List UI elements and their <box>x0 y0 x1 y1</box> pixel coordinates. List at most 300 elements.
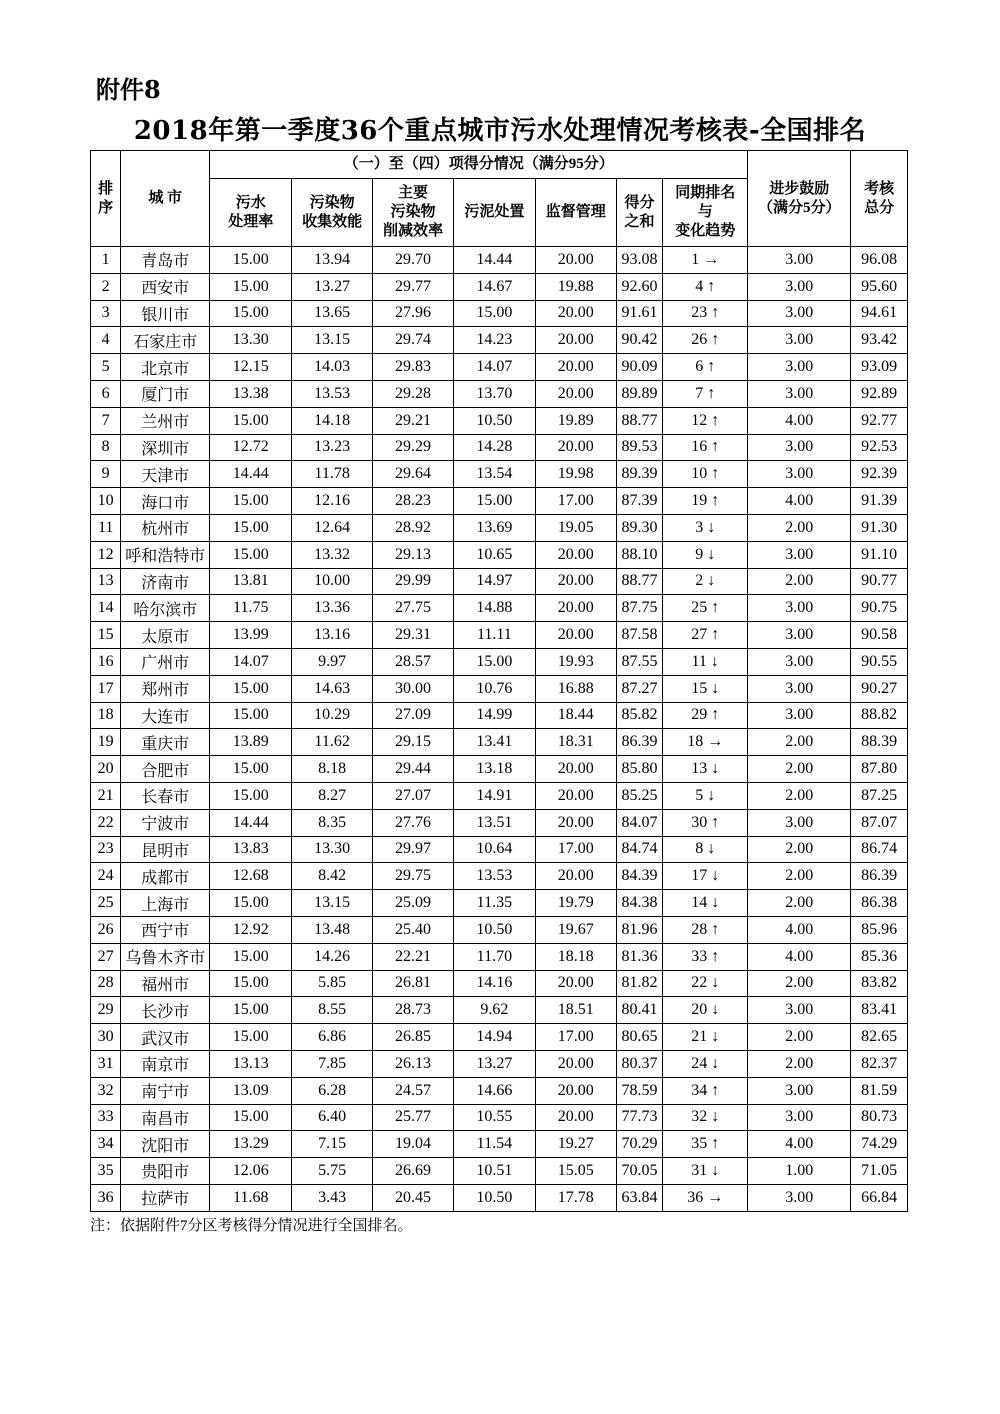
cell-rank: 16 <box>91 648 121 675</box>
cell-pollutant-collection: 8.35 <box>292 809 373 836</box>
table-row <box>91 1024 908 1051</box>
cell-prev-rank-trend: 31 ↓ <box>663 1158 748 1185</box>
cell-sludge: 13.27 <box>453 1050 535 1077</box>
cell-supervision: 20.00 <box>535 809 616 836</box>
cell-supervision: 20.00 <box>535 568 616 595</box>
table-row <box>91 595 908 622</box>
cell-progress-bonus: 2.00 <box>748 568 851 595</box>
cell-total-score: 90.77 <box>851 568 908 595</box>
cell-rank: 7 <box>91 407 121 434</box>
cell-sludge: 13.18 <box>453 756 535 783</box>
cell-progress-bonus: 4.00 <box>748 488 851 515</box>
cell-city: 长沙市 <box>121 997 210 1024</box>
table-row <box>91 702 908 729</box>
cell-total-score: 95.60 <box>851 273 908 300</box>
header-pollutant-collection: 污染物 收集效能 <box>292 179 373 247</box>
table-row <box>91 970 908 997</box>
cell-rank: 22 <box>91 809 121 836</box>
cell-rank: 9 <box>91 461 121 488</box>
cell-sludge: 11.70 <box>453 943 535 970</box>
attachment-label: 附件8 <box>96 75 161 104</box>
cell-rank: 11 <box>91 514 121 541</box>
cell-supervision: 20.00 <box>535 595 616 622</box>
cell-sewage-rate: 15.00 <box>210 890 292 917</box>
header-total-score: 考核 总分 <box>851 151 908 247</box>
cell-city: 天津市 <box>121 461 210 488</box>
cell-sewage-rate: 14.44 <box>210 809 292 836</box>
header-score-sum: 得分 之和 <box>616 179 663 247</box>
cell-progress-bonus: 3.00 <box>748 300 851 327</box>
cell-prev-rank-trend: 12 ↑ <box>663 407 748 434</box>
cell-sewage-rate: 15.00 <box>210 943 292 970</box>
cell-progress-bonus: 3.00 <box>748 997 851 1024</box>
cell-sewage-rate: 13.29 <box>210 1131 292 1158</box>
cell-rank: 3 <box>91 300 121 327</box>
cell-sludge: 13.41 <box>453 729 535 756</box>
cell-supervision: 15.05 <box>535 1158 616 1185</box>
cell-main-reduction: 29.15 <box>373 729 454 756</box>
cell-progress-bonus: 3.00 <box>748 809 851 836</box>
cell-pollutant-collection: 13.53 <box>292 380 373 407</box>
cell-progress-bonus: 3.00 <box>748 1077 851 1104</box>
header-city: 城 市 <box>121 151 210 247</box>
table-row <box>91 782 908 809</box>
cell-city: 西安市 <box>121 273 210 300</box>
cell-sewage-rate: 13.89 <box>210 729 292 756</box>
cell-main-reduction: 30.00 <box>373 675 454 702</box>
table-row <box>91 354 908 381</box>
cell-total-score: 85.96 <box>851 916 908 943</box>
cell-sludge: 15.00 <box>453 648 535 675</box>
cell-prev-rank-trend: 10 ↑ <box>663 461 748 488</box>
cell-score-sum: 85.25 <box>616 782 663 809</box>
cell-pollutant-collection: 14.03 <box>292 354 373 381</box>
cell-city: 石家庄市 <box>121 327 210 354</box>
cell-score-sum: 87.55 <box>616 648 663 675</box>
cell-total-score: 88.82 <box>851 702 908 729</box>
cell-pollutant-collection: 12.64 <box>292 514 373 541</box>
cell-city: 武汉市 <box>121 1024 210 1051</box>
cell-city: 南京市 <box>121 1050 210 1077</box>
cell-score-sum: 92.60 <box>616 273 663 300</box>
cell-progress-bonus: 4.00 <box>748 1131 851 1158</box>
cell-sewage-rate: 13.99 <box>210 622 292 649</box>
cell-supervision: 20.00 <box>535 622 616 649</box>
table-header <box>91 151 908 247</box>
cell-total-score: 90.55 <box>851 648 908 675</box>
cell-pollutant-collection: 12.16 <box>292 488 373 515</box>
cell-main-reduction: 27.96 <box>373 300 454 327</box>
cell-supervision: 19.93 <box>535 648 616 675</box>
cell-main-reduction: 29.29 <box>373 434 454 461</box>
table-row <box>91 461 908 488</box>
cell-sludge: 14.23 <box>453 327 535 354</box>
cell-sludge: 10.50 <box>453 407 535 434</box>
cell-prev-rank-trend: 20 ↓ <box>663 997 748 1024</box>
cell-supervision: 19.27 <box>535 1131 616 1158</box>
table-row <box>91 863 908 890</box>
cell-city: 深圳市 <box>121 434 210 461</box>
cell-sewage-rate: 13.38 <box>210 380 292 407</box>
cell-score-sum: 81.36 <box>616 943 663 970</box>
cell-total-score: 92.39 <box>851 461 908 488</box>
cell-progress-bonus: 4.00 <box>748 916 851 943</box>
cell-supervision: 20.00 <box>535 354 616 381</box>
cell-score-sum: 87.39 <box>616 488 663 515</box>
cell-main-reduction: 27.75 <box>373 595 454 622</box>
cell-city: 昆明市 <box>121 836 210 863</box>
cell-score-sum: 78.59 <box>616 1077 663 1104</box>
cell-city: 长春市 <box>121 782 210 809</box>
cell-sludge: 13.54 <box>453 461 535 488</box>
cell-prev-rank-trend: 9 ↓ <box>663 541 748 568</box>
cell-pollutant-collection: 13.15 <box>292 890 373 917</box>
cell-main-reduction: 29.75 <box>373 863 454 890</box>
cell-pollutant-collection: 13.16 <box>292 622 373 649</box>
cell-rank: 19 <box>91 729 121 756</box>
table-row <box>91 488 908 515</box>
cell-rank: 14 <box>91 595 121 622</box>
cell-score-sum: 70.05 <box>616 1158 663 1185</box>
cell-main-reduction: 29.31 <box>373 622 454 649</box>
cell-main-reduction: 25.40 <box>373 916 454 943</box>
cell-city: 呼和浩特市 <box>121 541 210 568</box>
cell-total-score: 91.30 <box>851 514 908 541</box>
cell-main-reduction: 26.69 <box>373 1158 454 1185</box>
cell-city: 广州市 <box>121 648 210 675</box>
cell-supervision: 20.00 <box>535 541 616 568</box>
cell-sewage-rate: 12.06 <box>210 1158 292 1185</box>
cell-sewage-rate: 15.00 <box>210 997 292 1024</box>
header-prev-rank-trend: 同期排名 与 变化趋势 <box>663 179 748 247</box>
cell-main-reduction: 29.28 <box>373 380 454 407</box>
cell-sludge: 14.44 <box>453 247 535 274</box>
cell-progress-bonus: 2.00 <box>748 756 851 783</box>
cell-progress-bonus: 3.00 <box>748 622 851 649</box>
cell-main-reduction: 29.99 <box>373 568 454 595</box>
cell-prev-rank-trend: 19 ↑ <box>663 488 748 515</box>
cell-sewage-rate: 13.30 <box>210 327 292 354</box>
cell-prev-rank-trend: 1 → <box>663 247 748 274</box>
cell-total-score: 88.39 <box>851 729 908 756</box>
cell-score-sum: 63.84 <box>616 1184 663 1211</box>
header-rank: 排 序 <box>91 151 121 247</box>
cell-main-reduction: 26.85 <box>373 1024 454 1051</box>
cell-supervision: 20.00 <box>535 1104 616 1131</box>
cell-score-sum: 80.37 <box>616 1050 663 1077</box>
cell-prev-rank-trend: 8 ↓ <box>663 836 748 863</box>
cell-sewage-rate: 15.00 <box>210 675 292 702</box>
cell-sewage-rate: 15.00 <box>210 514 292 541</box>
cell-main-reduction: 28.23 <box>373 488 454 515</box>
cell-sludge: 10.51 <box>453 1158 535 1185</box>
cell-prev-rank-trend: 16 ↑ <box>663 434 748 461</box>
cell-supervision: 18.18 <box>535 943 616 970</box>
cell-city: 哈尔滨市 <box>121 595 210 622</box>
cell-score-sum: 84.39 <box>616 863 663 890</box>
header-sludge: 污泥处置 <box>453 179 535 247</box>
cell-progress-bonus: 2.00 <box>748 836 851 863</box>
table-row <box>91 809 908 836</box>
cell-supervision: 18.31 <box>535 729 616 756</box>
cell-supervision: 19.88 <box>535 273 616 300</box>
cell-main-reduction: 27.07 <box>373 782 454 809</box>
table-row <box>91 1158 908 1185</box>
cell-score-sum: 88.77 <box>616 568 663 595</box>
cell-city: 乌鲁木齐市 <box>121 943 210 970</box>
cell-city: 南宁市 <box>121 1077 210 1104</box>
cell-city: 济南市 <box>121 568 210 595</box>
cell-rank: 33 <box>91 1104 121 1131</box>
cell-sludge: 10.50 <box>453 1184 535 1211</box>
cell-supervision: 20.00 <box>535 300 616 327</box>
cell-total-score: 93.09 <box>851 354 908 381</box>
cell-pollutant-collection: 13.15 <box>292 327 373 354</box>
table-row <box>91 514 908 541</box>
cell-pollutant-collection: 7.85 <box>292 1050 373 1077</box>
cell-progress-bonus: 2.00 <box>748 514 851 541</box>
cell-progress-bonus: 2.00 <box>748 729 851 756</box>
cell-prev-rank-trend: 18 → <box>663 729 748 756</box>
cell-progress-bonus: 3.00 <box>748 1104 851 1131</box>
cell-score-sum: 88.10 <box>616 541 663 568</box>
table-row <box>91 1050 908 1077</box>
cell-sludge: 14.16 <box>453 970 535 997</box>
table-row <box>91 300 908 327</box>
cell-pollutant-collection: 13.65 <box>292 300 373 327</box>
cell-sewage-rate: 11.68 <box>210 1184 292 1211</box>
cell-pollutant-collection: 8.55 <box>292 997 373 1024</box>
table-row <box>91 1184 908 1211</box>
cell-sewage-rate: 15.00 <box>210 541 292 568</box>
cell-pollutant-collection: 14.18 <box>292 407 373 434</box>
table-row <box>91 675 908 702</box>
cell-city: 贵阳市 <box>121 1158 210 1185</box>
cell-main-reduction: 26.13 <box>373 1050 454 1077</box>
cell-sludge: 11.11 <box>453 622 535 649</box>
cell-rank: 27 <box>91 943 121 970</box>
cell-city: 杭州市 <box>121 514 210 541</box>
cell-rank: 24 <box>91 863 121 890</box>
cell-supervision: 17.78 <box>535 1184 616 1211</box>
cell-prev-rank-trend: 36 → <box>663 1184 748 1211</box>
cell-city: 海口市 <box>121 488 210 515</box>
table-row <box>91 380 908 407</box>
cell-progress-bonus: 3.00 <box>748 461 851 488</box>
cell-prev-rank-trend: 23 ↑ <box>663 300 748 327</box>
cell-main-reduction: 29.97 <box>373 836 454 863</box>
cell-rank: 4 <box>91 327 121 354</box>
cell-sewage-rate: 12.92 <box>210 916 292 943</box>
header-group: （一）至（四）项得分情况（满分95分） <box>210 151 748 179</box>
cell-supervision: 19.05 <box>535 514 616 541</box>
cell-total-score: 91.10 <box>851 541 908 568</box>
cell-rank: 1 <box>91 247 121 274</box>
cell-pollutant-collection: 3.43 <box>292 1184 373 1211</box>
cell-total-score: 92.77 <box>851 407 908 434</box>
table-row <box>91 1104 908 1131</box>
table-row <box>91 273 908 300</box>
cell-prev-rank-trend: 17 ↓ <box>663 863 748 890</box>
cell-progress-bonus: 3.00 <box>748 702 851 729</box>
cell-sewage-rate: 11.75 <box>210 595 292 622</box>
table-row <box>91 327 908 354</box>
cell-score-sum: 80.65 <box>616 1024 663 1051</box>
cell-score-sum: 85.80 <box>616 756 663 783</box>
cell-city: 沈阳市 <box>121 1131 210 1158</box>
cell-rank: 36 <box>91 1184 121 1211</box>
cell-rank: 17 <box>91 675 121 702</box>
table-row <box>91 568 908 595</box>
cell-rank: 2 <box>91 273 121 300</box>
cell-sludge: 14.91 <box>453 782 535 809</box>
cell-sludge: 10.50 <box>453 916 535 943</box>
cell-rank: 30 <box>91 1024 121 1051</box>
cell-sludge: 9.62 <box>453 997 535 1024</box>
cell-prev-rank-trend: 7 ↑ <box>663 380 748 407</box>
cell-main-reduction: 19.04 <box>373 1131 454 1158</box>
cell-prev-rank-trend: 29 ↑ <box>663 702 748 729</box>
cell-supervision: 20.00 <box>535 756 616 783</box>
cell-pollutant-collection: 13.94 <box>292 247 373 274</box>
cell-progress-bonus: 3.00 <box>748 380 851 407</box>
cell-prev-rank-trend: 34 ↑ <box>663 1077 748 1104</box>
cell-score-sum: 89.89 <box>616 380 663 407</box>
cell-sludge: 13.53 <box>453 863 535 890</box>
cell-sludge: 13.51 <box>453 809 535 836</box>
cell-main-reduction: 20.45 <box>373 1184 454 1211</box>
cell-progress-bonus: 4.00 <box>748 943 851 970</box>
cell-main-reduction: 27.76 <box>373 809 454 836</box>
cell-total-score: 86.74 <box>851 836 908 863</box>
table-row <box>91 756 908 783</box>
cell-rank: 5 <box>91 354 121 381</box>
cell-sludge: 15.00 <box>453 300 535 327</box>
cell-pollutant-collection: 13.36 <box>292 595 373 622</box>
cell-supervision: 17.00 <box>535 836 616 863</box>
cell-city: 太原市 <box>121 622 210 649</box>
cell-sludge: 10.64 <box>453 836 535 863</box>
cell-pollutant-collection: 9.97 <box>292 648 373 675</box>
cell-prev-rank-trend: 27 ↑ <box>663 622 748 649</box>
cell-pollutant-collection: 6.40 <box>292 1104 373 1131</box>
cell-pollutant-collection: 13.23 <box>292 434 373 461</box>
cell-score-sum: 85.82 <box>616 702 663 729</box>
cell-sewage-rate: 12.72 <box>210 434 292 461</box>
cell-main-reduction: 29.70 <box>373 247 454 274</box>
document-title: 2018年第一季度36个重点城市污水处理情况考核表-全国排名 <box>133 116 867 146</box>
cell-sludge: 10.65 <box>453 541 535 568</box>
cell-sludge: 15.00 <box>453 488 535 515</box>
cell-score-sum: 93.08 <box>616 247 663 274</box>
cell-sludge: 13.70 <box>453 380 535 407</box>
cell-score-sum: 84.74 <box>616 836 663 863</box>
cell-sewage-rate: 13.09 <box>210 1077 292 1104</box>
cell-total-score: 83.82 <box>851 970 908 997</box>
cell-progress-bonus: 3.00 <box>748 434 851 461</box>
cell-rank: 18 <box>91 702 121 729</box>
table-row <box>91 836 908 863</box>
cell-total-score: 90.75 <box>851 595 908 622</box>
cell-score-sum: 89.30 <box>616 514 663 541</box>
cell-total-score: 94.61 <box>851 300 908 327</box>
cell-rank: 23 <box>91 836 121 863</box>
cell-sludge: 10.55 <box>453 1104 535 1131</box>
cell-pollutant-collection: 10.00 <box>292 568 373 595</box>
cell-progress-bonus: 2.00 <box>748 782 851 809</box>
cell-total-score: 91.39 <box>851 488 908 515</box>
cell-pollutant-collection: 14.26 <box>292 943 373 970</box>
cell-main-reduction: 29.77 <box>373 273 454 300</box>
cell-score-sum: 90.09 <box>616 354 663 381</box>
cell-sewage-rate: 15.00 <box>210 756 292 783</box>
cell-sewage-rate: 14.44 <box>210 461 292 488</box>
cell-total-score: 66.84 <box>851 1184 908 1211</box>
cell-main-reduction: 25.09 <box>373 890 454 917</box>
cell-supervision: 17.00 <box>535 1024 616 1051</box>
cell-rank: 12 <box>91 541 121 568</box>
cell-rank: 29 <box>91 997 121 1024</box>
cell-prev-rank-trend: 14 ↓ <box>663 890 748 917</box>
cell-progress-bonus: 2.00 <box>748 970 851 997</box>
cell-pollutant-collection: 11.62 <box>292 729 373 756</box>
cell-score-sum: 88.77 <box>616 407 663 434</box>
cell-sewage-rate: 15.00 <box>210 407 292 434</box>
cell-prev-rank-trend: 35 ↑ <box>663 1131 748 1158</box>
cell-city: 宁波市 <box>121 809 210 836</box>
cell-pollutant-collection: 5.75 <box>292 1158 373 1185</box>
cell-progress-bonus: 3.00 <box>748 675 851 702</box>
cell-prev-rank-trend: 21 ↓ <box>663 1024 748 1051</box>
cell-city: 南昌市 <box>121 1104 210 1131</box>
cell-supervision: 17.00 <box>535 488 616 515</box>
cell-pollutant-collection: 13.32 <box>292 541 373 568</box>
cell-sewage-rate: 15.00 <box>210 1104 292 1131</box>
cell-main-reduction: 28.73 <box>373 997 454 1024</box>
cell-supervision: 20.00 <box>535 380 616 407</box>
cell-main-reduction: 28.57 <box>373 648 454 675</box>
cell-sludge: 14.99 <box>453 702 535 729</box>
cell-prev-rank-trend: 3 ↓ <box>663 514 748 541</box>
cell-sewage-rate: 13.13 <box>210 1050 292 1077</box>
table-body <box>91 247 908 1212</box>
cell-rank: 13 <box>91 568 121 595</box>
cell-supervision: 20.00 <box>535 863 616 890</box>
cell-rank: 34 <box>91 1131 121 1158</box>
table-row <box>91 247 908 274</box>
cell-pollutant-collection: 6.86 <box>292 1024 373 1051</box>
cell-sewage-rate: 15.00 <box>210 970 292 997</box>
table-row <box>91 729 908 756</box>
cell-total-score: 85.36 <box>851 943 908 970</box>
cell-supervision: 19.98 <box>535 461 616 488</box>
cell-score-sum: 84.38 <box>616 890 663 917</box>
table-row <box>91 890 908 917</box>
table-row <box>91 434 908 461</box>
cell-pollutant-collection: 13.30 <box>292 836 373 863</box>
cell-prev-rank-trend: 2 ↓ <box>663 568 748 595</box>
cell-score-sum: 87.58 <box>616 622 663 649</box>
cell-sludge: 14.67 <box>453 273 535 300</box>
table-row <box>91 997 908 1024</box>
cell-rank: 20 <box>91 756 121 783</box>
cell-progress-bonus: 3.00 <box>748 595 851 622</box>
cell-score-sum: 90.42 <box>616 327 663 354</box>
cell-sludge: 14.94 <box>453 1024 535 1051</box>
cell-rank: 32 <box>91 1077 121 1104</box>
cell-score-sum: 86.39 <box>616 729 663 756</box>
ranking-table <box>90 150 908 1212</box>
